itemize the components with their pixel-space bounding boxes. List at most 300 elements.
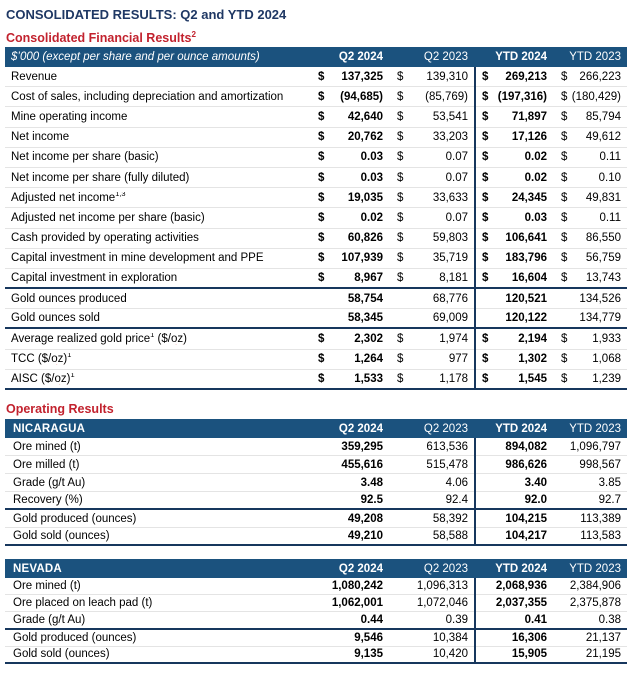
currency-symbol: $ [318,333,325,346]
numeric-value: 0.02 [524,151,547,164]
cell-value [474,580,553,592]
column-header-ytd-2024: YTD 2024 [495,422,547,435]
numeric-value: 1,974 [439,333,468,346]
numeric-value: 1,264 [354,353,383,366]
numeric-value: 33,203 [432,131,468,144]
numeric-value: 0.39 [445,613,468,626]
cell-value [553,648,627,660]
currency-symbol: $ [561,211,568,224]
currency-symbol: $ [318,232,325,245]
numeric-value: 59,803 [432,232,468,245]
currency-symbol: $ [482,90,489,103]
cell-value [389,477,474,489]
row-label: Adjusted net income$^{1,3}$ [5,192,310,204]
nicaragua-operating-table [5,419,627,546]
currency-symbol: $ [561,372,568,385]
table-header-row [5,47,627,67]
cell-value [389,373,474,385]
operating-results-heading: Operating Results [6,402,114,416]
cell-value [474,151,553,163]
footnote-superscript: 1 [67,353,72,360]
cell-value [389,192,474,204]
cell-value [474,494,553,506]
numeric-value: 266,223 [579,70,621,83]
currency-symbol: $ [318,110,325,123]
cell-value [389,232,474,244]
numeric-value: 19,035 [347,191,383,204]
currency-symbol: $ [397,171,404,184]
cell-value [389,252,474,264]
column-header-ytd-2023: YTD 2023 [569,51,621,63]
table-row [5,630,627,647]
cell-value [389,459,474,471]
table-row [5,208,627,228]
table-body [5,67,627,390]
numeric-value: 120,521 [505,292,547,305]
table-row [5,148,627,168]
numeric-value: 1,302 [518,353,547,366]
currency-symbol: $ [318,372,325,385]
cell-value [553,632,627,644]
row-label: Grade (g/t Au) [13,476,86,489]
numeric-value: 104,217 [505,530,547,542]
numeric-value: 60,826 [347,232,383,245]
currency-symbol: $ [397,252,404,265]
column-header-q2-2024: Q2 2024 [338,51,383,63]
numeric-value: 0.38 [598,613,621,626]
numeric-value: 106,641 [505,232,547,245]
table-row [5,188,627,208]
table-row [5,249,627,269]
currency-symbol: $ [561,271,568,284]
numeric-value: 8,967 [354,271,383,284]
cell-value [310,580,389,592]
numeric-value: 49,612 [585,131,621,144]
cell-value [553,172,627,184]
currency-symbol: $ [482,372,489,385]
numeric-value: 2,068,936 [495,580,547,593]
cell-value [553,293,627,305]
cell-value [310,172,389,184]
table-title: NEVADA [13,562,62,575]
numeric-value: 1,533 [354,372,383,385]
cell-value [553,272,627,284]
cell-value [553,131,627,143]
numeric-value: 20,762 [347,131,383,144]
table-body [5,438,627,546]
numeric-value: (180,429) [571,90,621,103]
cell-value [474,293,553,305]
numeric-value: 49,210 [347,530,383,542]
table-row [5,269,627,289]
currency-symbol: $ [482,171,489,184]
numeric-value: 0.11 [599,151,621,164]
currency-symbol: $ [318,191,325,204]
numeric-value: 113,583 [580,530,621,542]
row-label: Ore mined (t) [13,580,81,593]
cell-value [474,353,553,365]
row-label: Gold sold (ounces) [13,648,110,661]
numeric-value: 33,633 [432,191,468,204]
numeric-value: 92.5 [360,494,383,506]
table-row [5,329,627,349]
cell-value [389,530,474,542]
row-label: Gold produced (ounces) [13,512,137,525]
numeric-value: 613,536 [426,440,468,453]
numeric-value: 455,616 [341,458,383,471]
footnote-superscript: 1 [150,333,155,340]
currency-symbol: $ [397,90,404,103]
table-row [5,578,627,595]
currency-symbol: $ [561,131,568,144]
currency-symbol: $ [561,110,568,123]
numeric-value: 16,306 [511,631,547,644]
numeric-value: 3.48 [360,476,383,489]
table-row [5,510,627,528]
cell-value [310,648,389,660]
cell-value [474,597,553,609]
cell-value [310,272,389,284]
currency-symbol: $ [318,271,325,284]
numeric-value: 0.41 [524,613,547,626]
table-row [5,87,627,107]
table-row [5,492,627,510]
table-title: NICARAGUA [13,422,86,435]
numeric-value: 1,096,313 [416,580,468,593]
cell-value [310,477,389,489]
column-header-ytd-2024: YTD 2024 [495,51,547,63]
row-label: Cash provided by operating activities [11,232,199,245]
numeric-value: 139,310 [426,70,468,83]
cell-value [474,131,553,143]
currency-symbol: $ [397,131,404,144]
cell-value [474,530,553,542]
nevada-operating-table [5,559,627,664]
cell-value [553,353,627,365]
numeric-value: 104,215 [505,512,547,525]
currency-symbol: $ [318,252,325,265]
cell-value [553,192,627,204]
currency-symbol: $ [482,333,489,346]
cell-value [389,111,474,123]
row-label: Net income [11,131,70,144]
numeric-value: 9,546 [354,631,383,644]
table-header-row [5,559,627,578]
footnote-superscript: 1 [70,372,75,380]
currency-symbol: $ [561,353,568,366]
numeric-value: 9,135 [354,648,383,661]
currency-symbol: $ [397,151,404,164]
cell-value [310,373,389,385]
cell-value [310,632,389,644]
numeric-value: 2,194 [518,333,547,346]
cell-value [553,373,627,385]
column-header-ytd-2023: YTD 2023 [569,422,621,435]
numeric-value: 69,009 [432,312,468,325]
numeric-value: (94,685) [340,90,383,103]
currency-symbol: $ [482,70,489,83]
cell-value [389,441,474,453]
numeric-value: 49,831 [585,191,621,204]
numeric-value: 1,178 [439,372,468,385]
footnote-superscript: 2 [191,29,196,39]
cell-value [474,172,553,184]
cell-value [474,648,553,660]
table-row [5,370,627,390]
cell-value [310,71,389,83]
numeric-value: 2,384,906 [569,580,621,593]
currency-symbol: $ [561,151,568,164]
numeric-value: 86,550 [585,232,621,245]
cell-value [389,312,474,324]
numeric-value: 16,604 [511,271,547,284]
cell-value [310,151,389,163]
row-label: Ore placed on leach pad (t) [13,597,153,610]
currency-symbol: $ [397,372,404,385]
numeric-value: 113,389 [580,512,621,525]
row-label: Average realized gold price$^1$ ($/oz) [5,333,310,345]
row-label: Ore milled (t) [13,458,80,471]
cell-value [310,293,389,305]
currency-symbol: $ [318,151,325,164]
cell-value [310,252,389,264]
numeric-value: 0.02 [524,171,547,184]
numeric-value: 56,759 [585,252,621,265]
cell-value [474,513,553,525]
currency-symbol: $ [397,110,404,123]
numeric-value: 183,796 [505,252,547,265]
numeric-value: 2,302 [354,333,383,346]
numeric-value: 0.11 [599,211,621,224]
cell-value [553,71,627,83]
numeric-value: (197,316) [497,90,547,103]
numeric-value: 1,072,046 [416,597,468,610]
numeric-value: 85,794 [585,110,621,123]
numeric-value: 0.07 [445,211,468,224]
currency-symbol: $ [397,333,404,346]
currency-symbol: $ [482,252,489,265]
numeric-value: 894,082 [505,440,547,453]
currency-symbol: $ [397,271,404,284]
cell-value [553,441,627,453]
cell-value [474,192,553,204]
currency-symbol: $ [482,151,489,164]
numeric-value: 42,640 [347,110,383,123]
row-label: Grade (g/t Au) [13,613,86,626]
row-label: Ore mined (t) [13,440,81,453]
numeric-value: 134,526 [579,292,621,305]
currency-symbol: $ [318,131,325,144]
currency-symbol: $ [397,353,404,366]
financial-results-table [5,47,627,390]
table-row [5,128,627,148]
numeric-value: 1,080,242 [331,580,383,593]
numeric-value: 71,897 [511,110,547,123]
cell-value [389,648,474,660]
page-title: CONSOLIDATED RESULTS: Q2 and YTD 2024 [6,7,287,22]
numeric-value: 977 [448,353,468,366]
numeric-value: 58,588 [432,530,468,542]
cell-value [474,252,553,264]
cell-value [553,151,627,163]
row-label: Net income per share (fully diluted) [11,171,190,184]
numeric-value: 92.7 [598,494,621,506]
cell-value [310,459,389,471]
numeric-value: 1,545 [518,372,547,385]
numeric-value: 269,213 [505,70,547,83]
row-label: Gold ounces sold [11,312,100,325]
cell-value [474,212,553,224]
column-header-q2-2023: Q2 2023 [423,51,468,63]
numeric-value: 0.07 [445,171,468,184]
cell-value [553,212,627,224]
cell-value [474,373,553,385]
numeric-value: (85,769) [425,90,468,103]
cell-value [553,252,627,264]
table-row [5,438,627,456]
table-row [5,612,627,629]
numeric-value: 0.44 [360,613,383,626]
cell-value [389,71,474,83]
cell-value [553,91,627,103]
cell-value [389,632,474,644]
numeric-value: 21,137 [585,631,621,644]
cell-value [474,459,553,471]
row-label: Gold ounces produced [11,292,127,305]
cell-value [553,614,627,626]
cell-value [474,614,553,626]
numeric-value: 2,037,355 [495,597,547,610]
cell-value [474,232,553,244]
cell-value [474,333,553,345]
numeric-value: 13,743 [585,271,621,284]
cell-value [389,91,474,103]
currency-symbol: $ [482,271,489,284]
numeric-value: 15,905 [511,648,547,661]
cell-value [389,131,474,143]
cell-value [310,513,389,525]
row-label: Cost of sales, including depreciation and amortization [11,90,284,103]
table-row [5,456,627,474]
cell-value [474,111,553,123]
cell-value [310,91,389,103]
currency-symbol: $ [482,353,489,366]
currency-symbol: $ [397,191,404,204]
cell-value [389,333,474,345]
table-row [5,107,627,127]
table-row [5,474,627,492]
numeric-value: 120,122 [505,312,547,325]
numeric-value: 17,126 [511,131,547,144]
cell-value [553,597,627,609]
table-corner-label: $’000 (except per share and per ounce amounts) [11,51,260,63]
currency-symbol: $ [561,333,568,346]
cell-value [553,111,627,123]
spellcheck-underlined-text: oz [170,333,184,346]
cell-value [389,513,474,525]
currency-symbol: $ [318,353,325,366]
table-row [5,595,627,612]
cell-value [310,353,389,365]
cell-value [474,312,553,324]
spellcheck-underlined-text: oz [51,353,64,366]
numeric-value: 0.02 [360,211,383,224]
numeric-value: 359,295 [341,440,383,453]
cell-value [389,614,474,626]
table-row [5,350,627,370]
cell-value [389,353,474,365]
row-label: Adjusted net income per share (basic) [11,211,205,224]
cell-value [389,293,474,305]
cell-value [310,312,389,324]
numeric-value: 58,754 [347,292,383,305]
cell-value [474,632,553,644]
row-label: AISC ($/oz)$^1$ [5,373,310,385]
cell-value [310,192,389,204]
cell-value [310,614,389,626]
numeric-value: 10,420 [432,648,468,661]
numeric-value: 1,068 [592,353,621,366]
numeric-value: 53,541 [432,110,468,123]
numeric-value: 0.07 [445,151,468,164]
numeric-value: 0.10 [598,171,621,184]
currency-symbol: $ [561,191,568,204]
numeric-value: 515,478 [426,458,468,471]
row-label: TCC ($/oz)$^1$ [5,353,310,365]
cell-value [553,494,627,506]
numeric-value: 68,776 [432,292,468,305]
cell-value [310,232,389,244]
cell-value [310,111,389,123]
row-label: Mine operating income [11,110,128,123]
numeric-value: 1,096,797 [569,440,621,453]
numeric-value: 35,719 [432,252,468,265]
column-header-q2-2024: Q2 2024 [338,562,383,575]
row-label: Capital investment in mine development and PPE [11,252,264,265]
row-label: Net income per share (basic) [11,151,159,164]
currency-symbol: $ [397,232,404,245]
spellcheck-underlined-text: oz [54,372,67,385]
numeric-value: 92.0 [524,494,547,506]
row-label: Gold sold (ounces) [13,530,110,542]
numeric-value: 1,239 [592,372,621,385]
numeric-value: 1,062,001 [331,597,383,610]
table-row [5,229,627,249]
numeric-value: 8,181 [439,271,468,284]
currency-symbol: $ [482,110,489,123]
numeric-value: 58,345 [347,312,383,325]
cell-value [310,131,389,143]
numeric-value: 1,933 [592,333,621,346]
table-body [5,578,627,664]
numeric-value: 49,208 [347,512,383,525]
table-row [5,67,627,87]
cell-value [389,597,474,609]
numeric-value: 0.03 [360,151,383,164]
cell-value [553,513,627,525]
cell-value [553,312,627,324]
row-label: Recovery (%) [13,494,83,506]
column-header-q2-2024: Q2 2024 [338,422,383,435]
currency-symbol: $ [318,90,325,103]
numeric-value: 2,375,878 [569,597,621,610]
table-row [5,289,627,309]
numeric-value: 107,939 [341,252,383,265]
cell-value [474,272,553,284]
cell-value [389,272,474,284]
table-row [5,647,627,664]
currency-symbol: $ [397,211,404,224]
